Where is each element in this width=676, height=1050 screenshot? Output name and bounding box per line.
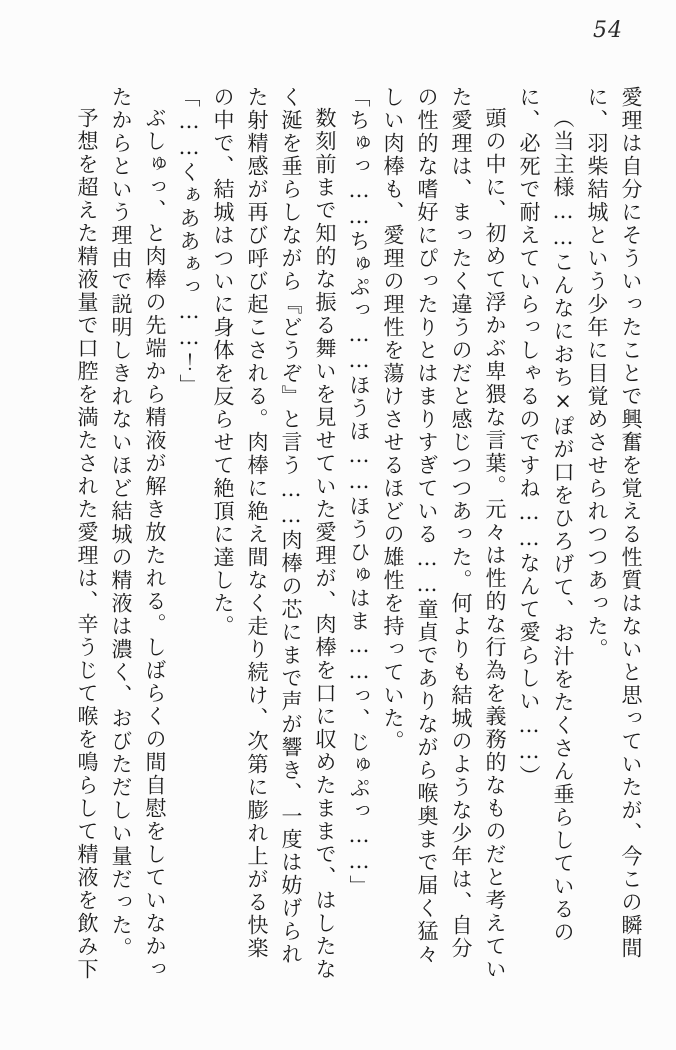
page-number: 54 (593, 18, 623, 43)
paragraph: 予想を超えた精液量で口腔を満たされた愛理は、辛うじて喉を鳴らして精液を飲み下 (75, 107, 99, 981)
paragraph: 頭の中に、初めて浮かぶ卑猥な言葉。元々は性的な行為を義務的なものだと考えていた愛理は、まったく違うのだと感じつつあった。何よりも結城のような少年は、自分の性的な嗜好にぴったりとはまりすぎている……童貞でありながら喉奥まで届く猛々しい肉棒も、愛理の理性を蕩けさせるほどの雄性を持っていた。 (381, 86, 507, 981)
paragraph: 「ちゅっ……ちゅぷっ……ほうほ……ほうひゅはま……っ、じゅぷっ……」 (347, 86, 371, 898)
paragraph: 数刻前まで知的な振る舞いを見せていた愛理が、肉棒を口に収めたままで、はしたなく涎を垂らしながら『どうぞ』と言う……肉棒の芯にまで声が響き、一度は妨げられた射精感が再び呼び起こされる。肉棒に絶え間なく走り続け、次第に膨れ上がる快楽の中で、結城はついに身体を反らせて絶頂に達した。 (211, 86, 337, 981)
paragraph: 愛理は自分にそういったことで興奮を覚える性質はないと思っていたが、今この瞬間に、羽柴結城という少年に目覚めさせられつつあった。 (585, 86, 643, 960)
paragraph: 「……くぁああぁっ……！」 (177, 86, 201, 397)
paragraph: ぶしゅっ、と肉棒の先端から精液が解き放たれる。しばらくの間自慰をしていなかったからという理由で説明しきれないほど結城の精液は濃く、おびただしい量だった。 (109, 86, 167, 981)
body-text-vertical (66, 86, 648, 982)
paragraph: （当主様……こんなにおち×ぽが口をひろげて、お汁をたくさん垂らしているのに、必死で耐えていらっしゃるのですね……なんて愛らしい……） (517, 86, 575, 944)
